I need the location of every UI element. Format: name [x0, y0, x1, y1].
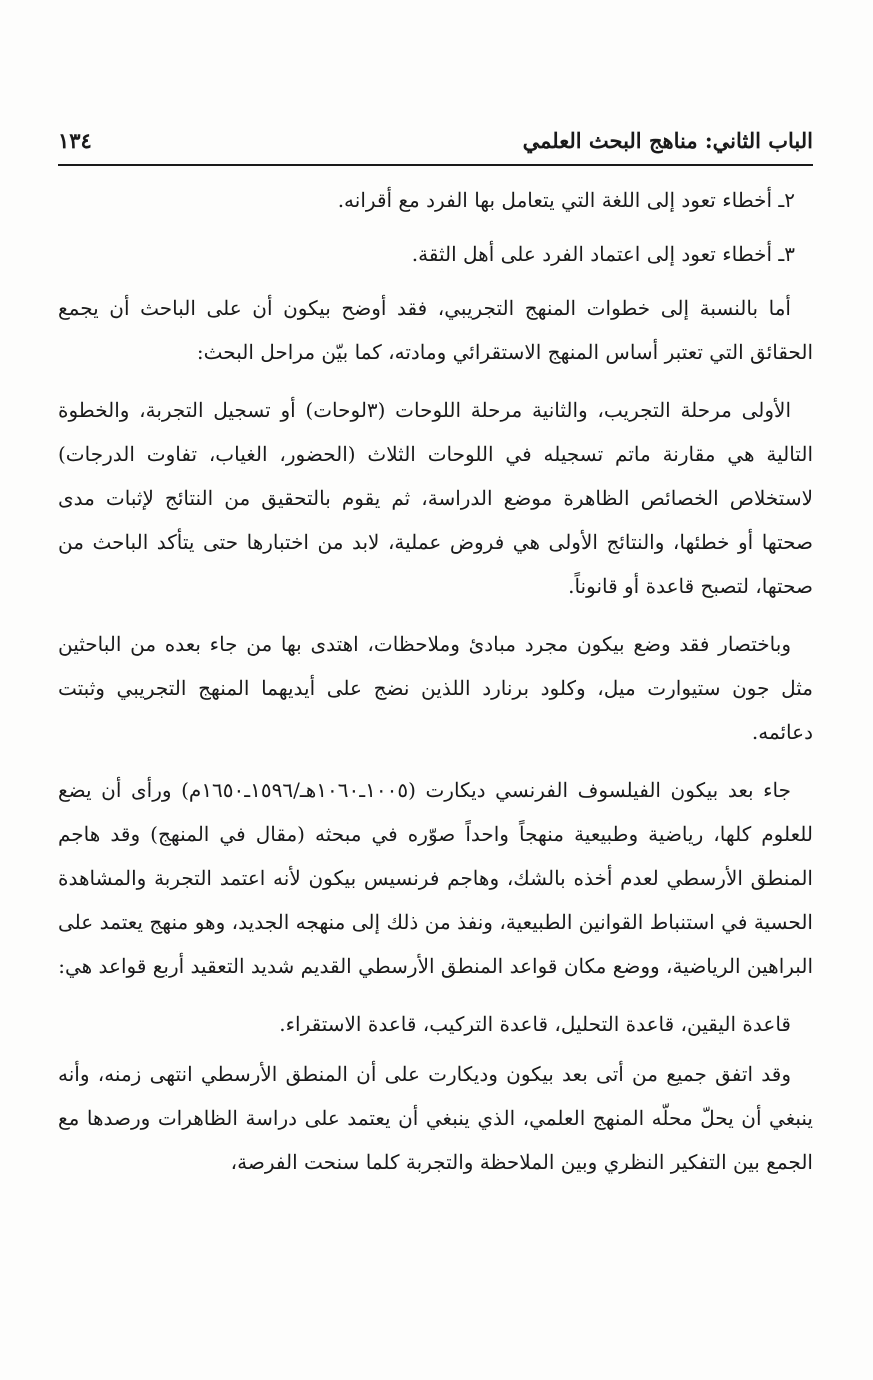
- chapter-title: الباب الثاني: مناهج البحث العلمي: [522, 128, 813, 153]
- paragraph-stages: الأولى مرحلة التجريب، والثانية مرحلة اللوحات (٣لوحات) أو تسجيل التجربة، والخطوة التالية هي مقارنة ماتم تسجيله في اللوحات الثلاث (الحضور، الغياب، تفاوت الدرجات) لاستخلاص الخصائص الظاهرة موضع الدراسة، ثم يقوم بالتحقيق من النتائج لإثبات مدى صحتها أو خطئها، والنتائج الأولى هي فروض عملية، لابد من اختبارها حتى يتأكد الباحث من صحتها، لتصبح قاعدة أو قانوناً.: [58, 398, 813, 598]
- page-body: [58, 178, 813, 1184]
- paragraph-summary: وباختصار فقد وضع بيكون مجرد مبادئ وملاحظات، اهتدى بها من جاء بعده من الباحثين مثل جون ستيوارت ميل، وكلود برنارد اللذين نضج على أيديهما المنهج التجريبي وثبتت دعائمه.: [58, 632, 813, 744]
- paragraph-consensus: وقد اتفق جميع من أتى بعد بيكون وديكارت على أن المنطق الأرسطي انتهى زمنه، وأنه ينبغي أن يحلّ محلّه المنهج العلمي، الذي ينبغي أن يعتمد على دراسة الظاهرات ورصدها مع الجمع بين التفكير النظري وبين الملاحظة والتجربة كلما سنحت الفرصة،: [58, 1062, 814, 1174]
- rules-line: قاعدة اليقين، قاعدة التحليل، قاعدة التركيب، قاعدة الاستقراء.: [279, 1012, 791, 1036]
- paragraph-research-steps: أما بالنسبة إلى خطوات المنهج التجريبي، فقد أوضح بيكون أن على الباحث أن يجمع الحقائق التي تعتبر أساس المنهج الاستقرائي ومادته، كما بيّن مراحل البحث:: [58, 296, 813, 364]
- list-item-3: ٣ـ أخطاء تعود إلى اعتماد الفرد على أهل الثقة.: [411, 242, 795, 266]
- page-number: ١٣٤: [58, 128, 92, 153]
- running-header: [58, 128, 813, 162]
- list-item-2: ٢ـ أخطاء تعود إلى اللغة التي يتعامل بها الفرد مع أقرانه.: [337, 188, 795, 212]
- paragraph-descartes: جاء بعد بيكون الفيلسوف الفرنسي ديكارت (١٠٠٥ـ١٠٦٠هـ/١٥٩٦ـ١٦٥٠م) ورأى أن يضع للعلوم كلها، رياضية وطبيعية منهجاً واحداً صوّره في مبحثه (مقال في المنهج) وقد هاجم المنطق الأرسطي لعدم أخذه بالشك، وهاجم فرنسيس بيكون لأنه اعتمد التجربة والمشاهدة الحسية في استنباط القوانين الطبيعية، ونفذ من ذلك إلى منهجه الجديد، وهو منهج يعتمد على البراهين الرياضية، ووضع مكان قواعد المنطق الأرسطي القديم شديد التعقيد أربع قواعد هي:: [58, 778, 813, 978]
- header-divider: [58, 164, 813, 166]
